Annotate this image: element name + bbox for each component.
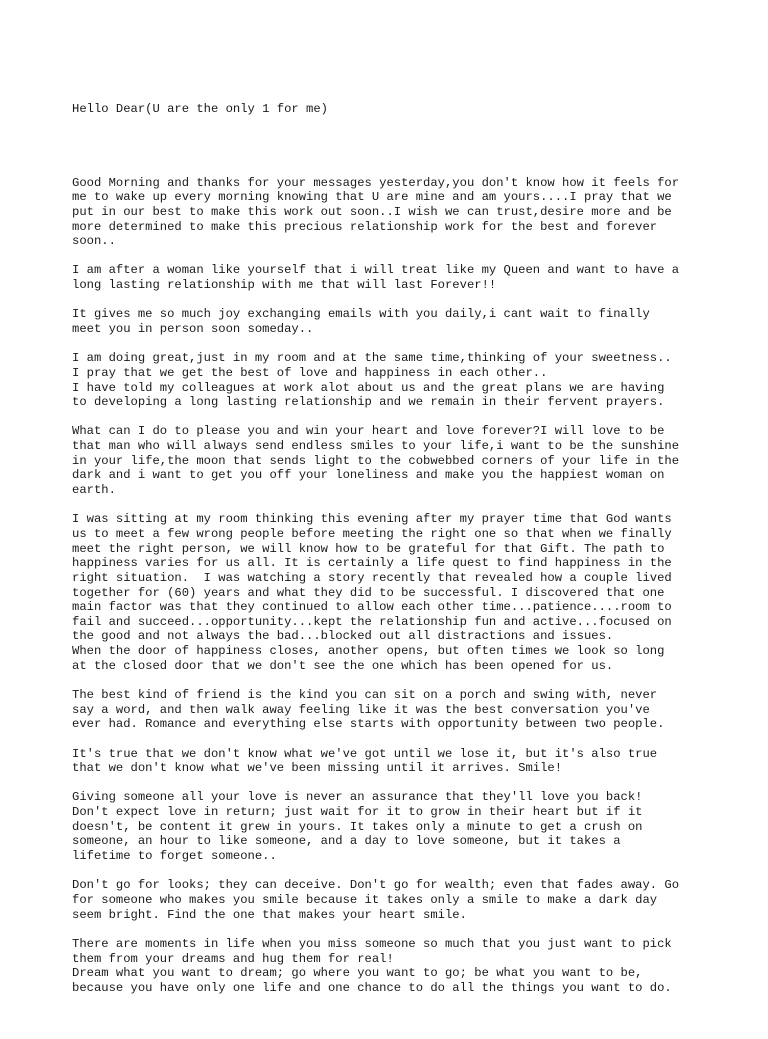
letter-paragraph [72,424,732,497]
letter-paragraph [72,878,732,922]
paragraph-line: someone, an hour to like someone, and a day to love someone, but it takes a [72,834,621,849]
paragraph-line: fail and succeed...opportunity...kept the relationship fun and active...focused on [72,614,672,629]
paragraph-line: that we don't know what we've been missing until it arrives. Smile! [72,761,563,776]
paragraph-line: at the closed door that we don't see the one which has been opened for us. [72,658,614,673]
paragraph-line: Don't go for looks; they can deceive. Don't go for wealth; even that fades away. Go [72,878,680,893]
letter-paragraph [72,307,732,336]
paragraph-line: ever had. Romance and everything else starts with opportunity between two people. [72,717,665,732]
paragraph-line: The best kind of friend is the kind you can sit on a porch and swing with, never [72,688,658,702]
paragraph-line: meet you in person soon someday.. [72,321,314,336]
paragraph-line: I am after a woman like yourself that i will treat like my Queen and want to have a [72,263,680,278]
letter-paragraph [72,747,732,776]
paragraph-line: long lasting relationship with me that will last Forever!! [72,278,497,293]
paragraph-line: that man who will always send endless smiles to your life,i want to be the sunshine [72,439,680,454]
paragraph-line: There are moments in life when you miss someone so much that you just want to pick [72,936,672,951]
paragraph-line: main factor was that they continued to allow each other time...patience....room to [72,600,672,615]
paragraph-line: right situation. I was watching a story recently that revealed how a couple lived [72,570,672,585]
letter-paragraph [72,351,732,410]
paragraph-line: I have told my colleagues at work alot about us and the great plans we are having [72,380,665,395]
letter-paragraphs [72,176,732,996]
paragraph-line: to developing a long lasting relationship and we remain in their fervent prayers. [72,395,665,410]
paragraph-line: dark and i want to get you off your loneliness and make you the happiest woman on [72,468,665,483]
paragraph-line: seem bright. Find the one that makes your heart smile. [72,907,467,922]
paragraph-line: When the door of happiness closes, another opens, but often times we look so long [72,644,665,659]
paragraph-line: I am doing great,just in my room and at the same time,thinking of your sweetness.. [72,351,672,366]
paragraph-line: Giving someone all your love is never an assurance that they'll love you back! [72,790,643,805]
paragraph-line: It gives me so much joy exchanging emails with you daily,i cant wait to finally [72,307,650,322]
paragraph-line: I was sitting at my room thinking this evening after my prayer time that God wants [72,512,672,527]
paragraph-line: Dream what you want to dream; go where you want to go; be what you want to be, [72,966,643,981]
paragraph-line: them from your dreams and hug them for real! [72,951,394,966]
paragraph-line: Don't expect love in return; just wait for it to grow in their heart but if it [72,805,643,820]
paragraph-line: doesn't, be content it grew in yours. It takes only a minute to get a crush on [72,819,643,834]
paragraph-line: the good and not always the bad...blocked out all distractions and issues. [72,629,614,644]
paragraph-line: me to wake up every morning knowing that U are mine and am yours....I pray that we [72,190,672,205]
paragraph-line: happiness varies for us all. It is certainly a life quest to find happiness in the [72,556,672,571]
paragraph-line: us to meet a few wrong people before meeting the right one so that when we finally [72,526,672,541]
paragraph-line: because you have only one life and one chance to do all the things you want to do. [72,980,672,995]
paragraph-line: It's true that we don't know what we've got until we lose it, but it's also true [72,746,658,761]
letter-greeting: Hello Dear(U are the only 1 for me) [72,102,328,117]
letter-body [72,73,732,1039]
paragraph-line: lifetime to forget someone.. [72,849,277,864]
paragraph-line: Good Morning and thanks for your messages yesterday,you don't know how it feels for [72,175,680,190]
paragraph-line: for someone who makes you smile because it takes only a smile to make a dark day [72,892,658,907]
letter-paragraph [72,790,732,863]
letter-paragraph [72,176,732,249]
paragraph-line: soon.. [72,234,116,249]
paragraph-line: put in our best to make this work out soon..I wish we can trust,desire more and be [72,204,672,219]
paragraph-line: in your life,the moon that sends light to the cobwebbed corners of your life in the [72,453,680,468]
letter-paragraph [72,937,732,996]
paragraph-line: I pray that we get the best of love and happiness in each other.. [72,365,548,380]
paragraph-line: say a word, and then walk away feeling like it was the best conversation you've [72,702,650,717]
paragraph-line: together for (60) years and what they did to be successful. I discovered that one [72,585,665,600]
letter-paragraph [72,512,732,673]
letter-paragraph [72,263,732,292]
paragraph-line: earth. [72,483,116,498]
paragraph-line: more determined to make this precious relationship work for the best and forever [72,219,658,234]
letter-paragraph [72,688,732,732]
paragraph-line: meet the right person, we will know how to be grateful for that Gift. The path to [72,541,665,556]
paragraph-line: What can I do to please you and win your heart and love forever?I will love to be [72,424,665,439]
